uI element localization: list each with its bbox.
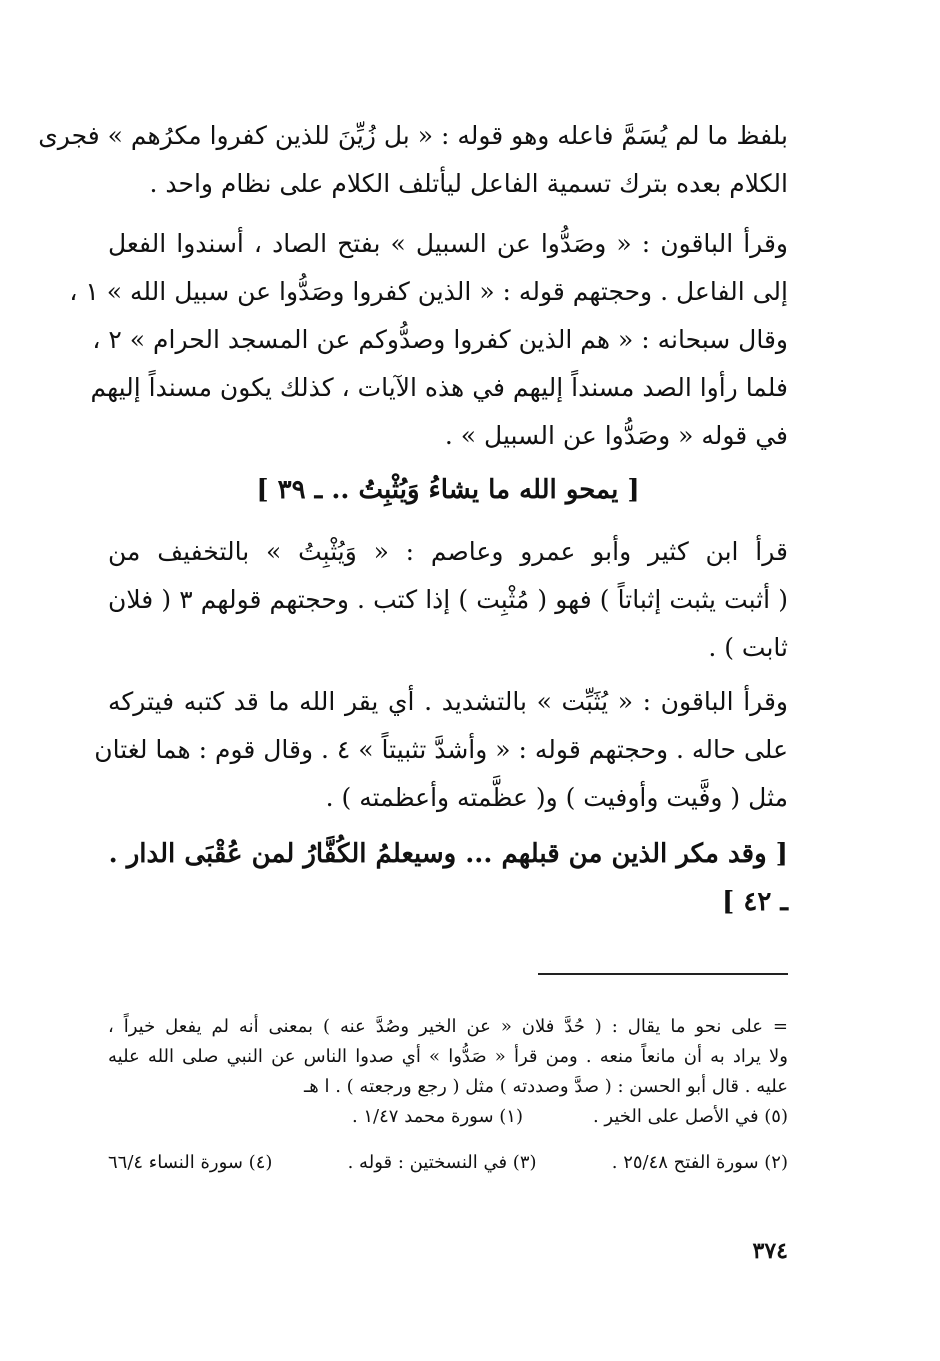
text-line: في قوله « وصَدُّوا عن السبيل » . (444, 421, 788, 450)
footnote-row (108, 1148, 788, 1178)
text-line: وقرأ الباقون : « وصَدُّوا عن السبيل » بفتح الصاد ، أسندوا الفعل (108, 229, 788, 258)
footnote-item: (٤) سورة النساء ٦٦/٤ (108, 1152, 273, 1173)
footnote-line: = على نحو ما يقال : ( حُدَّ فلان « عن الخير وصُدَّ عنه ) بمعنى أنه لم يفعل خيراً ، (108, 1016, 788, 1037)
paragraph-3 (108, 528, 788, 672)
text-line: مثل ( وفَّيت وأوفيت ) و( عظَّمته وأعظمته ) . (325, 783, 788, 812)
footnote-item: (٣) في النسختين : قوله . (347, 1152, 537, 1173)
paragraph-2 (69, 220, 788, 460)
paragraph-4 (94, 678, 788, 822)
footnote-item: (١) سورة محمد ١/٤٧ . (351, 1106, 523, 1127)
footnote-line: ولا يراد به أن مانعاً منعه . ومن قرأ « صَدُّوا » أي صدوا الناس عن النبي صلى الله عليه (108, 1046, 788, 1067)
text-line: فلما رأوا الصد مسنداً إليهم في هذه الآيات ، كذلك يكون مسنداً إليهم (90, 373, 788, 402)
text-line: على حاله . وحجتهم قوله : « وأشدَّ تثبيتاً » ٤ . وقال قوم : هما لغتان (94, 735, 788, 764)
footnote-row (108, 1102, 788, 1132)
text-line: قرأ ابن كثير وأبو عمرو وعاصم : « وَيُثْبِتُ » بالتخفيف من (108, 537, 788, 566)
verse-heading-42 (108, 830, 788, 926)
text-line: وقرأ الباقون : « يُثَبِّت » بالتشديد . أي يقر الله ما قد كتبه فيتركه (108, 687, 788, 716)
text-line: إلى الفاعل . وحجتهم قوله : « الذين كفروا وصَدُّوا عن سبيل الله » ١ ، (69, 277, 788, 306)
footnote-item: (٢) سورة الفتح ٢٥/٤٨ . (611, 1152, 788, 1173)
text-line: ( أثبت يثبت إثباتاً ) فهو ( مُثْبِت ) إذا كتب . وحجتهم قولهم ٣ ( فلان (108, 585, 789, 614)
verse-heading: [ يمحو الله ما يشاءُ وَيُثْبِتُ .. ـ ٣٩ ] (256, 475, 640, 505)
text-line: الكلام بعده بترك تسمية الفاعل ليأتلف الكلام على نظام واحد . (149, 169, 788, 198)
verse-heading-39 (108, 466, 788, 514)
paragraph-1 (38, 112, 788, 208)
footnotes (108, 1012, 788, 1178)
text-line: ثابت ) . (708, 633, 788, 662)
verse-heading: ـ ٤٢ ] (722, 887, 788, 917)
footnote-line: عليه . قال أبو الحسن : ( صدَّ وصددته ) مثل ( رجع ورجعته ) . ا هـ (304, 1076, 788, 1097)
page-number: ٣٧٤ (752, 1238, 788, 1264)
footnote-item: (٥) في الأصل على الخير . (592, 1106, 788, 1127)
text-line: بلفظ ما لم يُسَمَّ فاعله وهو قوله : « بل زُيِّنَ للذين كفروا مكرُهم » فجرى (38, 121, 788, 150)
verse-heading: [ وقد مكر الذين من قبلهم ... وسيعلمُ الكُفَّارُ لمن عُقْبَى الدار . (108, 839, 788, 869)
text-line: وقال سبحانه : « هم الذين كفروا وصدُّوكم عن المسجد الحرام » ٢ ، (92, 325, 788, 354)
footnote-divider (538, 973, 788, 975)
